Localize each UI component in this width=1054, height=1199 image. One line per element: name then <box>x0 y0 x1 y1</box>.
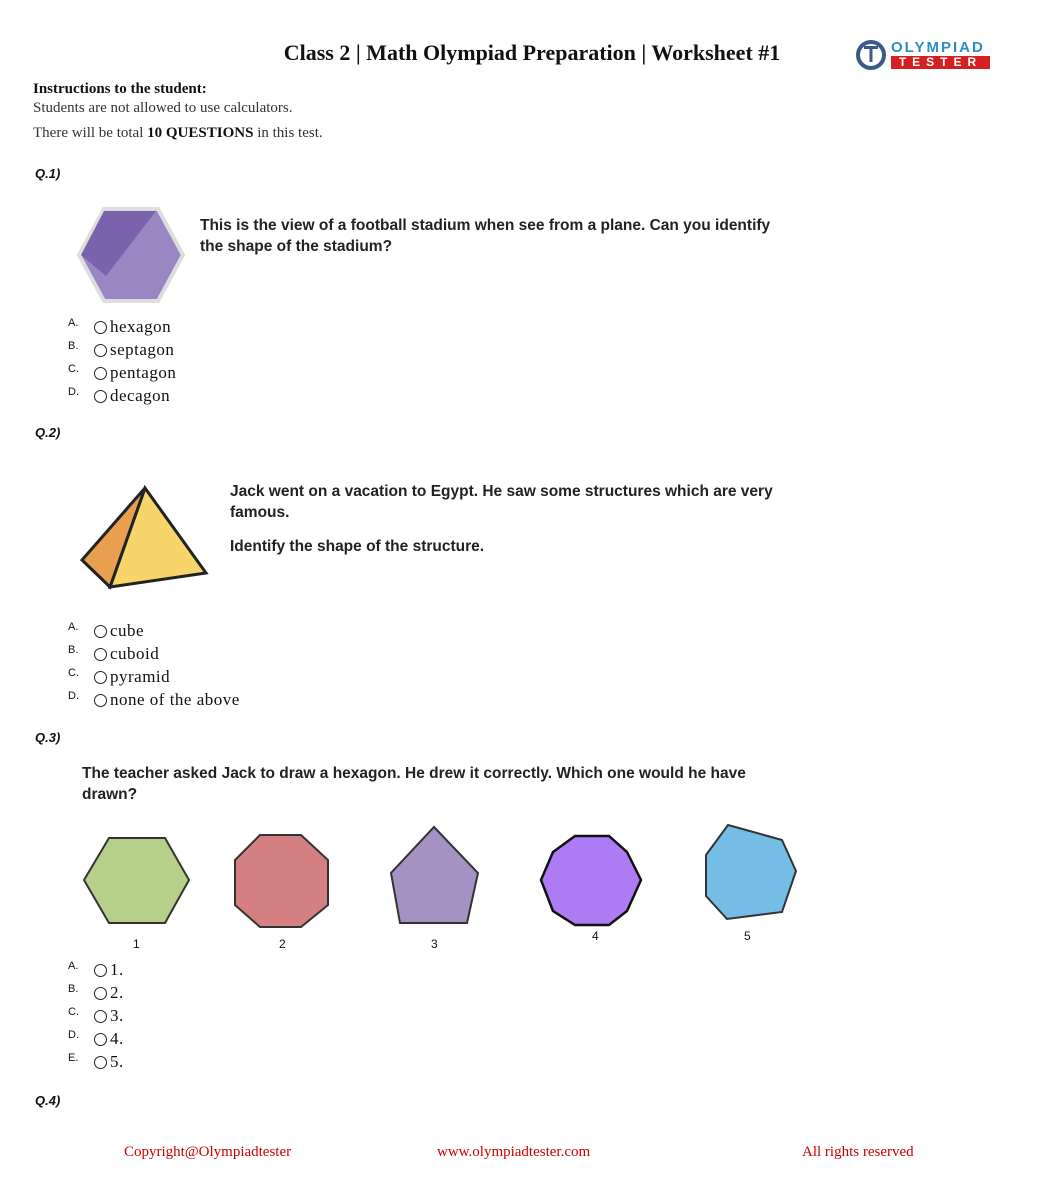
instructions-heading: Instructions to the student: <box>33 81 207 97</box>
question-text: the shape of the stadium? <box>200 238 393 255</box>
option-text: hexagon <box>110 317 172 336</box>
option-text: pentagon <box>110 363 177 382</box>
decagon-shape <box>541 836 641 925</box>
logo-t-icon <box>855 39 891 71</box>
option-text: cube <box>110 621 145 640</box>
heptagon-shape <box>706 825 796 919</box>
option-letter: C. <box>68 1006 79 1018</box>
question-count: 10 QUESTIONS <box>147 125 254 141</box>
page-title: Class 2 | Math Olympiad Preparation | Worksheet #1 <box>283 40 781 65</box>
octagon-shape <box>235 835 328 927</box>
option-text: none of the above <box>110 690 240 709</box>
radio-button[interactable] <box>94 367 107 380</box>
footer-copyright: Copyright@Olympiadtester <box>124 1144 292 1160</box>
shape-options-figure <box>0 820 820 930</box>
radio-button[interactable] <box>94 1056 107 1069</box>
instruction-line <box>33 125 323 142</box>
option-e[interactable] <box>68 1052 124 1072</box>
option-letter: A. <box>68 317 79 329</box>
logo-line1: OLYMPIAD <box>891 39 985 56</box>
radio-button[interactable] <box>94 344 107 357</box>
radio-button[interactable] <box>94 694 107 707</box>
option-text: 2. <box>110 983 124 1002</box>
radio-button[interactable] <box>94 987 107 1000</box>
radio-button[interactable] <box>94 390 107 403</box>
shape-label: 5 <box>744 929 751 943</box>
option-letter: D. <box>68 386 79 398</box>
option-letter: E. <box>68 1052 79 1064</box>
option-letter: C. <box>68 667 79 679</box>
radio-button[interactable] <box>94 1010 107 1023</box>
radio-button[interactable] <box>94 964 107 977</box>
option-letter: A. <box>68 960 79 972</box>
radio-button[interactable] <box>94 321 107 334</box>
hexagon-stadium-image <box>76 206 186 304</box>
option-text: cuboid <box>110 644 160 663</box>
option-text: septagon <box>110 340 175 359</box>
logo-line2: TESTER <box>891 56 990 69</box>
question-label: Q.3) <box>35 730 61 745</box>
option-d[interactable] <box>68 1029 124 1049</box>
option-letter: B. <box>68 644 79 656</box>
question-text: This is the view of a football stadium when see from a plane. Can you identify <box>200 217 771 234</box>
option-text: 1. <box>110 960 124 979</box>
question-text: famous. <box>230 504 290 521</box>
question-text: Jack went on a vacation to Egypt. He saw some structures which are very <box>230 483 773 500</box>
option-d[interactable] <box>68 386 170 406</box>
option-b[interactable] <box>68 340 174 360</box>
option-c[interactable] <box>68 1006 124 1026</box>
question-text: Identify the shape of the structure. <box>230 538 485 555</box>
hexagon-shape <box>84 838 189 923</box>
pyramid-image <box>78 485 210 593</box>
question-text: drawn? <box>82 786 138 803</box>
option-b[interactable] <box>68 983 124 1003</box>
question-text: The teacher asked Jack to draw a hexagon. He drew it correctly. Which one would he have <box>82 765 746 782</box>
option-a[interactable] <box>68 317 171 337</box>
shape-label: 4 <box>592 929 599 943</box>
instruction-text: There will be total <box>33 125 148 141</box>
shape-label: 1 <box>133 937 140 951</box>
option-text: 4. <box>110 1029 124 1048</box>
olympiad-tester-logo <box>855 39 985 76</box>
option-text: 5. <box>110 1052 124 1071</box>
option-letter: B. <box>68 340 79 352</box>
option-c[interactable] <box>68 363 176 383</box>
instruction-text: in this test. <box>253 125 323 141</box>
option-letter: D. <box>68 690 79 702</box>
radio-button[interactable] <box>94 625 107 638</box>
option-d[interactable] <box>68 690 240 710</box>
option-text: pyramid <box>110 667 171 686</box>
option-letter: D. <box>68 1029 79 1041</box>
instruction-line: Students are not allowed to use calculators. <box>33 100 293 116</box>
option-text: decagon <box>110 386 171 405</box>
option-b[interactable] <box>68 644 159 664</box>
footer-rights: All rights reserved <box>802 1144 914 1160</box>
shape-label: 3 <box>431 937 438 951</box>
pentagon-shape <box>391 827 478 923</box>
option-a[interactable] <box>68 621 144 641</box>
option-c[interactable] <box>68 667 170 687</box>
question-label: Q.4) <box>35 1093 61 1108</box>
question-label: Q.2) <box>35 425 61 440</box>
footer-website-link[interactable]: www.olympiadtester.com <box>437 1144 591 1160</box>
option-text: 3. <box>110 1006 124 1025</box>
radio-button[interactable] <box>94 671 107 684</box>
option-letter: B. <box>68 983 79 995</box>
option-letter: C. <box>68 363 79 375</box>
option-a[interactable] <box>68 960 124 980</box>
radio-button[interactable] <box>94 1033 107 1046</box>
option-letter: A. <box>68 621 79 633</box>
question-label: Q.1) <box>35 166 61 181</box>
shape-label: 2 <box>279 937 286 951</box>
radio-button[interactable] <box>94 648 107 661</box>
